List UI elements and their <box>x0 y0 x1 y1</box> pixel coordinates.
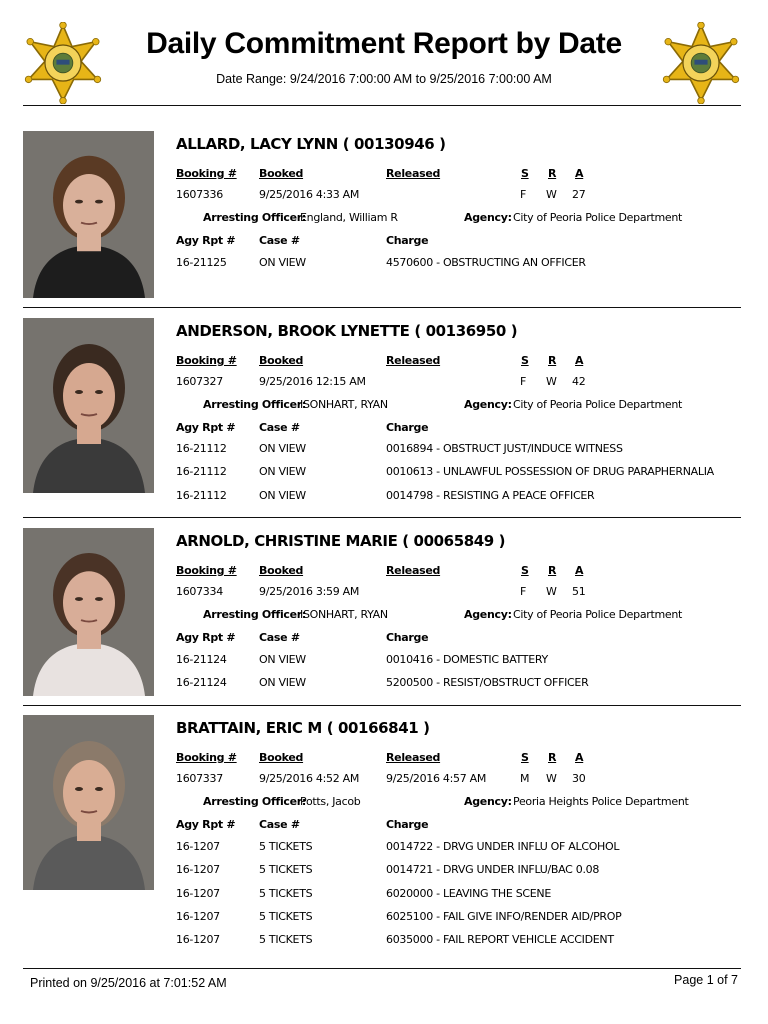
case-value: ON VIEW <box>259 488 306 502</box>
agy-rpt-value: 16-21112 <box>176 442 227 455</box>
person-silhouette-icon <box>23 528 154 696</box>
age-header: A <box>575 751 584 764</box>
arresting-officer-value: ISONHART, RYAN <box>300 608 388 621</box>
race-header: R <box>548 167 557 180</box>
booking-number: 1607334 <box>176 585 223 598</box>
footer-divider <box>23 968 741 969</box>
charge-value: 6025100 - FAIL GIVE INFO/RENDER AID/PROP <box>386 909 622 923</box>
booked-datetime: 9/25/2016 4:52 AM <box>259 772 360 785</box>
mugshot-photo <box>23 715 154 890</box>
arresting-officer-value: England, William R <box>300 211 398 224</box>
person-silhouette-icon <box>23 131 154 298</box>
date-range: Date Range: 9/24/2016 7:00:00 AM to 9/25/2016 7:00:00 AM <box>216 72 552 86</box>
age-value: 27 <box>572 188 586 201</box>
charge-value: 0014722 - DRVG UNDER INFLU OF ALCOHOL <box>386 840 620 853</box>
agency-value: City of Peoria Police Department <box>513 211 683 224</box>
booked-datetime: 9/25/2016 4:33 AM <box>259 188 360 201</box>
agency-label: Agency: <box>464 211 512 224</box>
inmate-name: ARNOLD, CHRISTINE MARIE ( 00065849 ) <box>176 532 506 550</box>
released-header: Released <box>386 354 441 367</box>
arresting-officer-label: Arresting Officer: <box>203 795 307 808</box>
agy-rpt-header: Agy Rpt # <box>176 631 236 644</box>
released-datetime: 9/25/2016 4:57 AM <box>386 772 487 785</box>
race-header: R <box>548 354 557 367</box>
agy-rpt-header: Agy Rpt # <box>176 818 236 831</box>
agency-value: City of Peoria Police Department <box>513 398 683 411</box>
agency-value: Peoria Heights Police Department <box>513 795 689 808</box>
case-value: ON VIEW <box>259 256 306 269</box>
inmate-name: ANDERSON, BROOK LYNETTE ( 00136950 ) <box>176 322 518 340</box>
charge-header: Charge <box>386 234 429 247</box>
case-header: Case # <box>259 818 300 831</box>
sex-header: S <box>521 751 529 764</box>
booked-header: Booked <box>259 354 304 367</box>
sex-header: S <box>521 167 529 180</box>
booking-number-header: Booking # <box>176 751 237 764</box>
mugshot-photo <box>23 131 154 298</box>
agy-rpt-value: 16-1207 <box>176 863 220 877</box>
case-value: 5 TICKETS <box>259 886 313 900</box>
page-number: Page 1 of 7 <box>674 973 738 987</box>
booking-number-header: Booking # <box>176 564 237 577</box>
race-value: W <box>546 188 557 201</box>
agency-value: City of Peoria Police Department <box>513 608 683 621</box>
booked-datetime: 9/25/2016 12:15 AM <box>259 375 366 388</box>
report-title: Daily Commitment Report by Date <box>146 27 622 60</box>
booked-header: Booked <box>259 167 304 180</box>
race-value: W <box>546 585 557 598</box>
agy-rpt-value: 16-21112 <box>176 465 227 479</box>
race-value: W <box>546 375 557 388</box>
agy-rpt-value: 16-1207 <box>176 886 220 900</box>
printed-timestamp: Printed on 9/25/2016 at 7:01:52 AM <box>30 976 227 990</box>
arresting-officer-label: Arresting Officer: <box>203 211 307 224</box>
agency-label: Agency: <box>464 795 512 808</box>
charge-value: 0010613 - UNLAWFUL POSSESSION OF DRUG PARAPHERNALIA <box>386 465 714 479</box>
case-value: 5 TICKETS <box>259 933 313 947</box>
agency-label: Agency: <box>464 398 512 411</box>
record-divider <box>23 705 741 706</box>
case-value: 5 TICKETS <box>259 863 313 877</box>
header-divider <box>23 105 741 106</box>
race-header: R <box>548 751 557 764</box>
booking-number: 1607336 <box>176 188 223 201</box>
agy-rpt-value: 16-21124 <box>176 676 227 690</box>
agy-rpt-value: 16-21124 <box>176 653 227 666</box>
case-header: Case # <box>259 421 300 434</box>
inmate-name: ALLARD, LACY LYNN ( 00130946 ) <box>176 135 446 153</box>
age-value: 51 <box>572 585 586 598</box>
booking-number: 1607337 <box>176 772 223 785</box>
released-header: Released <box>386 167 441 180</box>
arresting-officer-label: Arresting Officer: <box>203 608 307 621</box>
case-value: 5 TICKETS <box>259 909 313 923</box>
sex-value: F <box>520 585 527 598</box>
released-header: Released <box>386 564 441 577</box>
case-header: Case # <box>259 234 300 247</box>
arresting-officer-label: Arresting Officer: <box>203 398 307 411</box>
booking-number-header: Booking # <box>176 167 237 180</box>
agy-rpt-value: 16-21125 <box>176 256 227 269</box>
agy-rpt-header: Agy Rpt # <box>176 234 236 247</box>
charge-value: 0016894 - OBSTRUCT JUST/INDUCE WITNESS <box>386 442 623 455</box>
age-header: A <box>575 354 584 367</box>
sex-header: S <box>521 354 529 367</box>
age-value: 42 <box>572 375 586 388</box>
case-value: ON VIEW <box>259 465 306 479</box>
charge-value: 0014798 - RESISTING A PEACE OFFICER <box>386 488 595 502</box>
case-header: Case # <box>259 631 300 644</box>
charge-value: 0014721 - DRVG UNDER INFLU/BAC 0.08 <box>386 863 600 877</box>
charge-header: Charge <box>386 421 429 434</box>
charge-value: 5200500 - RESIST/OBSTRUCT OFFICER <box>386 676 589 690</box>
booked-header: Booked <box>259 564 304 577</box>
age-header: A <box>575 167 584 180</box>
person-silhouette-icon <box>23 318 154 493</box>
sex-value: F <box>520 188 527 201</box>
case-value: ON VIEW <box>259 442 306 455</box>
case-value: 5 TICKETS <box>259 840 313 853</box>
charge-header: Charge <box>386 818 429 831</box>
charge-value: 4570600 - OBSTRUCTING AN OFFICER <box>386 256 586 269</box>
charge-value: 6020000 - LEAVING THE SCENE <box>386 886 551 900</box>
booking-number: 1607327 <box>176 375 223 388</box>
booked-header: Booked <box>259 751 304 764</box>
age-value: 30 <box>572 772 586 785</box>
agy-rpt-value: 16-1207 <box>176 840 220 853</box>
charge-value: 0010416 - DOMESTIC BATTERY <box>386 653 548 666</box>
mugshot-photo <box>23 318 154 493</box>
mugshot-photo <box>23 528 154 696</box>
race-value: W <box>546 772 557 785</box>
person-silhouette-icon <box>23 715 154 890</box>
age-header: A <box>575 564 584 577</box>
sex-header: S <box>521 564 529 577</box>
inmate-name: BRATTAIN, ERIC M ( 00166841 ) <box>176 719 430 737</box>
agy-rpt-value: 16-1207 <box>176 933 220 947</box>
booking-number-header: Booking # <box>176 354 237 367</box>
case-value: ON VIEW <box>259 676 306 690</box>
charge-header: Charge <box>386 631 429 644</box>
booked-datetime: 9/25/2016 3:59 AM <box>259 585 360 598</box>
agy-rpt-value: 16-21112 <box>176 488 227 502</box>
record-divider <box>23 307 741 308</box>
arresting-officer-value: Potts, Jacob <box>300 795 361 808</box>
released-header: Released <box>386 751 441 764</box>
agy-rpt-value: 16-1207 <box>176 909 220 923</box>
charge-value: 6035000 - FAIL REPORT VEHICLE ACCIDENT <box>386 933 614 947</box>
record-divider <box>23 517 741 518</box>
sex-value: M <box>520 772 530 785</box>
agy-rpt-header: Agy Rpt # <box>176 421 236 434</box>
sex-value: F <box>520 375 527 388</box>
race-header: R <box>548 564 557 577</box>
agency-label: Agency: <box>464 608 512 621</box>
arresting-officer-value: ISONHART, RYAN <box>300 398 388 411</box>
case-value: ON VIEW <box>259 653 306 666</box>
